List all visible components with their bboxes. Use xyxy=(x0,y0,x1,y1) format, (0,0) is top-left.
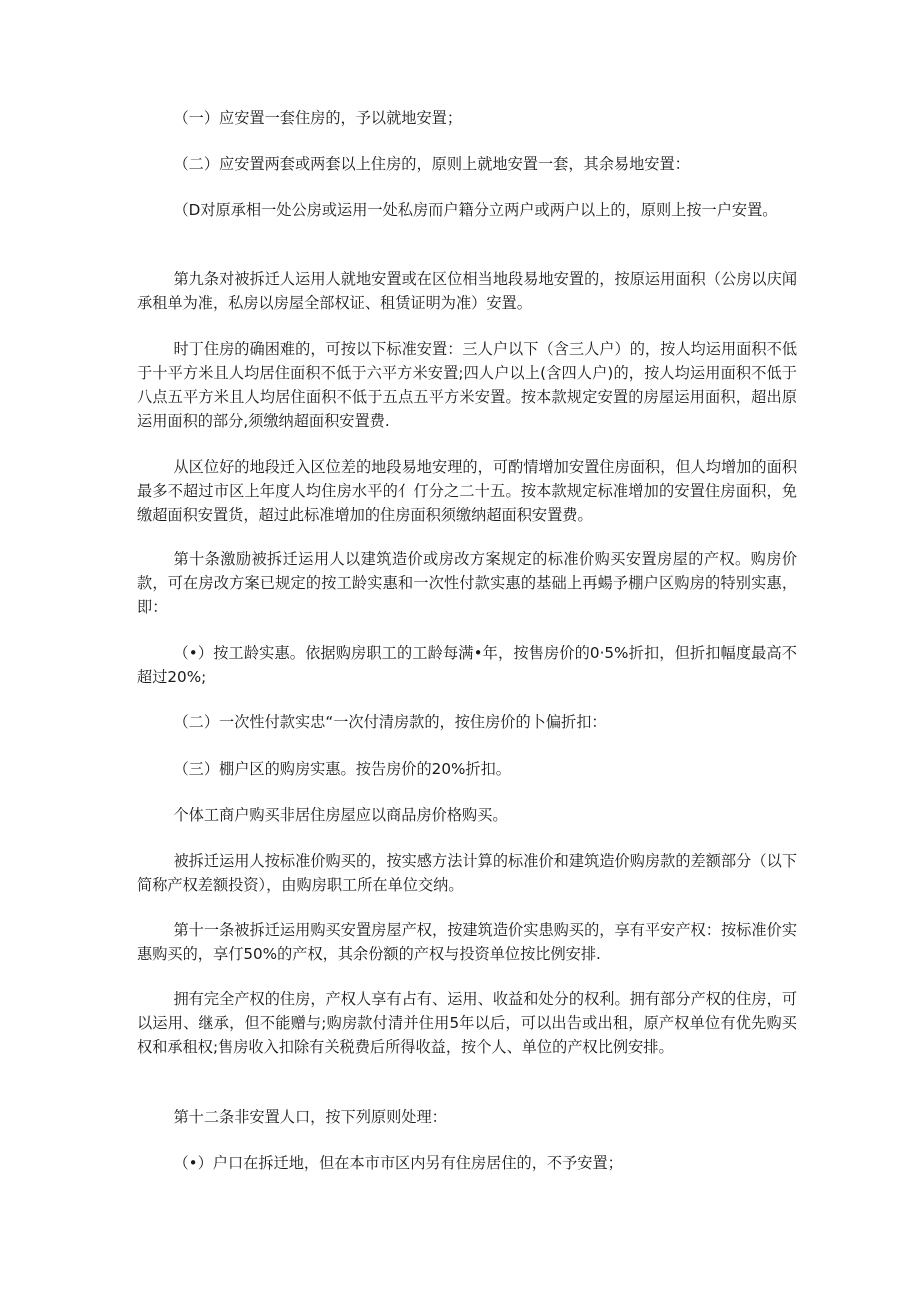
paragraph-4: 时丁住房的确困难的，可按以下标准安置：三人户以下（含三人户）的，按人均运用面积不低于十平方米且人均居住面积不低于六平方米安置;四人户以上(含四人户)的，按人均运用面积不低于八点五平方米且人均居住面积不低于五点五平方米安置。按本款规定安置的房屋运用面积，超出原运用面积的部分,须缴纳超面积安置费. xyxy=(137,340,797,430)
paragraph-3: （D对原承相一处公房或运用一处私房而户籍分立两户或两户以上的，原则上按一户安置。 xyxy=(173,201,778,219)
paragraph-5: 从区位好的地段迁入区位差的地段易地安理的，可酌情增加安置住房面积，但人均增加的面积最多不超过市区上年度人均住房水平的亻仃分之二十五。按本款规定标准增加的安置住房面积，免缴超面积安置货，超过此标准增加的住房面积须缴纳超面积安置费。 xyxy=(137,458,797,524)
paragraph-2: （二）应安置两套或两套以上住房的，原则上就地安置一套，其余易地安置： xyxy=(173,155,690,173)
paragraph-8: （三）棚户区的购房实惠。按告房价的20%折扣。 xyxy=(173,760,511,778)
paragraph-9: 个体工商户购买非居住房屋应以商品房价格购买。 xyxy=(173,806,508,824)
paragraph-article-12: 第十二条非安置人口，按下列原则处理： xyxy=(173,1108,447,1126)
paragraph-article-9: 第九条对被拆迁人运用人就地安置或在区位相当地段易地安置的，按原运用面积（公房以庆闻承租单为准，私房以房屋全部权证、租赁证明为准）安置。 xyxy=(137,270,797,312)
paragraph-12: （•）户口在拆迁地，但在本市市区内另有住房居住的，不予安置； xyxy=(173,1154,623,1172)
paragraph-7: （二）一次性付款实忠“一次付清房款的，按住房价的卜偏折扣： xyxy=(173,713,607,731)
paragraph-article-11: 第十一条被拆迁运用购买安置房屋产权，按建筑造价实患购买的，享有平安产权：按标准价实惠购买的，享仃50%的产权，其余份额的产权与投资单位按比例安排. xyxy=(137,921,797,963)
paragraph-article-10: 第十条激励被拆迁运用人以建筑造价或房改方案规定的标准价购买安置房屋的产权。购房价款，可在房改方案已规定的按工龄实惠和一次性付款实惠的基础上再蝪予棚户区购房的特别实惠，即： xyxy=(137,550,797,616)
paragraph-10: 被拆迁运用人按标准价购买的，按实感方法计算的标准价和建筑造价购房款的差额部分（以下简称产权差额投资），由购房职工所在单位交纳。 xyxy=(137,852,797,894)
paragraph-1: （一）应安置一套住房的，予以就地安置； xyxy=(173,109,463,127)
paragraph-6: （•）按工龄实惠。依据购房职工的工龄每满•年，按售房价的0·5%折扣，但折扣幅度最高不超过20%; xyxy=(137,644,797,686)
paragraph-11: 拥有完全产权的住房，产权人享有占有、运用、收益和处分的权利。拥有部分产权的住房，可以运用、继承，但不能赠与;购房款付清并住用5年以后，可以出告或出租，原产权单位有优先购买权和承租权;售房收入扣除有关税费后所得收益，按个人、单位的产权比例安排。 xyxy=(137,990,797,1056)
